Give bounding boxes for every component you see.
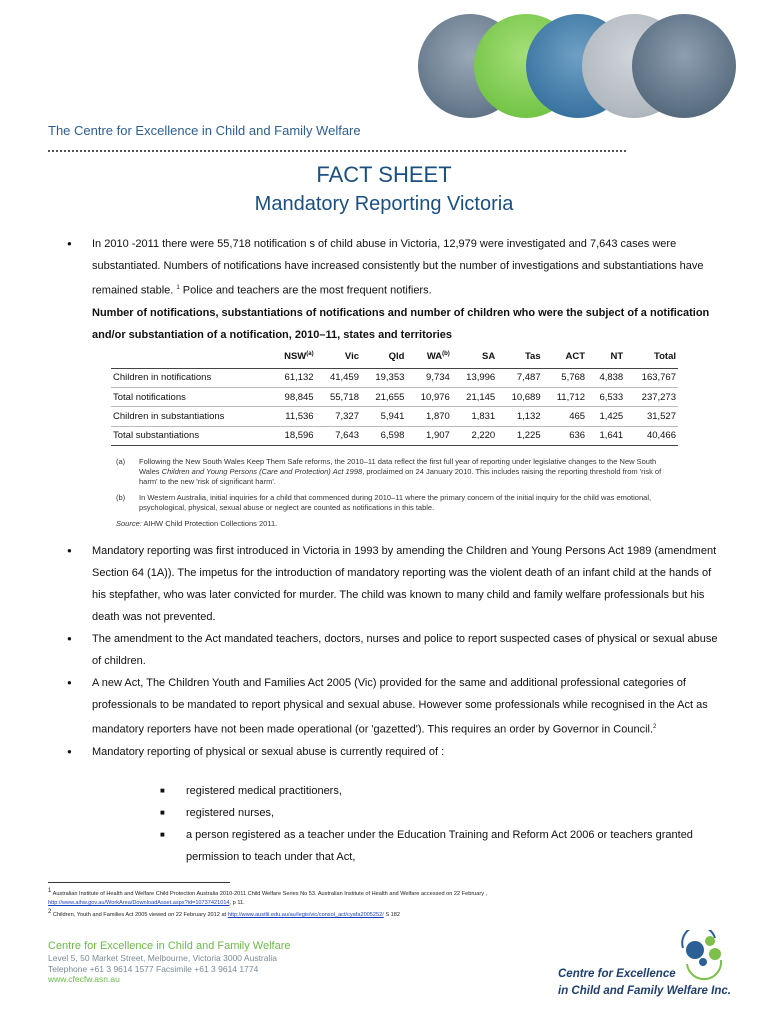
note-a [116, 457, 678, 487]
table-cell: 21,145 [452, 387, 497, 406]
org-header: The Centre for Excellence in Child and Family Welfare [48, 123, 361, 138]
table-cell: 10,689 [497, 387, 542, 406]
table-cell: 10,976 [406, 387, 451, 406]
table-cell: 636 [543, 426, 587, 445]
footnote-rule [48, 882, 230, 883]
table-row [111, 368, 678, 387]
table-header-row [111, 346, 678, 368]
table-cell: 61,132 [270, 368, 316, 387]
table-cell: 13,996 [452, 368, 497, 387]
mandated-professions-list [186, 780, 722, 868]
table-cell: 1,907 [406, 426, 451, 445]
bullet-notifications [92, 233, 724, 346]
row-label: Total substantiations [111, 426, 270, 445]
table-caption: Number of notifications, substantiations of notifications and number of children who were the subject of a notification and/or substantiation of a notification, 2010–11, states and territories [92, 306, 710, 341]
list-item: ■ a person registered as a teacher under the Education Training and Reform Act 2006 or teachers granted permission to teach under that Act, [186, 824, 722, 868]
circle-dark-slate [632, 14, 736, 118]
table-cell: 11,536 [270, 407, 316, 426]
row-label: Total notifications [111, 387, 270, 406]
footnote-2-link[interactable]: http://www.austlii.edu.au/au/legis/vic/consol_act/cyafa2005252/ [227, 911, 384, 918]
table-source: Source: AIHW Child Protection Collections 2011. [116, 519, 278, 528]
table-header-nsw: NSW$^{(a)}$ [270, 346, 316, 368]
table-cell: 5,768 [543, 368, 587, 387]
footnote-ref-2[interactable]: 2 [653, 724, 657, 730]
table-header-nt: NT [587, 346, 625, 368]
footnote-1-link[interactable]: http://www.aihw.gov.au/WorkArea/DownloadAsset.aspx?id=10737421014 [48, 899, 230, 906]
list-item: ■ registered nurses, [186, 802, 722, 824]
bullet-required-of: ● Mandatory reporting of physical or sexual abuse is currently required of : [92, 741, 724, 763]
table-header-act: ACT [543, 346, 587, 368]
notifications-table [111, 346, 678, 446]
table-cell: 237,273 [625, 387, 678, 406]
bullet-notifications-text: In 2010 -2011 there were 55,718 notification s of child abuse in Victoria, 12,979 were investigated and 7,643 cases were substantiated. Numbers of notifications have increased consistently but the number of investigations and substantiations have remained stable. [92, 238, 704, 297]
footnote-1: $^1$ Australian Institute of Health and Welfare Child Protection Australia 2010-2011 Child Welfare Series No 53. Australian Institute of Health and Welfare accessed on 22 February , http://www.aihw.gov.au/WorkArea/DownloadAsset.aspx?id=10737421014, p 11. [48, 888, 488, 906]
table-cell: 40,466 [625, 426, 678, 445]
footer-address: Level 5, 50 Market Street, Melbourne, Victoria 3000 Australia [48, 953, 277, 963]
intro-bullets [92, 233, 724, 346]
row-label: Children in notifications [111, 368, 270, 387]
table-cell: 163,767 [625, 368, 678, 387]
table-cell: 6,533 [587, 387, 625, 406]
footer-org-name: Centre for Excellence in Child and Family Welfare [48, 940, 291, 952]
table-cell: 1,425 [587, 407, 625, 426]
table-header-total: Total [625, 346, 678, 368]
table-header-sa: SA [452, 346, 497, 368]
bullet-history: ● Mandatory reporting was first introduced in Victoria in 1993 by amending the Children and Young Persons Act 1989 (amendment Section 64 (1A)). The impetus for the introduction of mandatory reporting was the violent death of an infant child at the hands of his stepfather, who was later convicted for murder. The child was known to many child and family welfare professionals but his death was not prevented. [92, 540, 724, 628]
table-cell: 41,459 [316, 368, 361, 387]
note-b-text: In Western Australia, initial inquiries for a child that commenced during 2010–11 where the primary concern of the initial inquiry for the child was emotional, psychological, physical, sexual abuse or neglect are counted as notifications in this table. [139, 493, 652, 512]
table-cell: 98,845 [270, 387, 316, 406]
table-cell: 55,718 [316, 387, 361, 406]
bullet-new-act-text: A new Act, The Children Youth and Families Act 2005 (Vic) provided for the same and additional professional categories of professionals to be mandated to report physical and sexual abuse. However some professionals while recognised in the Act as mandatory reporters have not been made operational (or 'gazetted'). This requires an order by Governor in Council. [92, 677, 708, 736]
page-subtitle: Mandatory Reporting Victoria [254, 193, 514, 215]
list-item: ■ registered medical practitioners, [186, 780, 722, 802]
table-cell: 6,598 [361, 426, 406, 445]
table-cell: 7,327 [316, 407, 361, 426]
table-cell: 31,527 [625, 407, 678, 426]
table-cell: 1,132 [497, 407, 542, 426]
table-notes [116, 457, 678, 529]
table-cell: 1,225 [497, 426, 542, 445]
table-cell: 7,487 [497, 368, 542, 387]
table-header-vic: Vic [316, 346, 361, 368]
footnote-ref-1[interactable]: 1 [176, 285, 180, 291]
header-circles-graphic [418, 14, 740, 120]
table-cell: 4,838 [587, 368, 625, 387]
table-cell: 11,712 [543, 387, 587, 406]
table-row [111, 426, 678, 445]
footnotes [48, 887, 708, 920]
footnote-2: $^2$ Children, Youth and Families Act 2005 viewed on 22 February 2012 at http://www.austlii.edu.au/au/legis/vic/consol_act/cyafa2005252/ S 182 [48, 908, 400, 918]
table-cell: 5,941 [361, 407, 406, 426]
footer-phone: Telephone +61 3 9614 1577 Facsimile +61 3 9614 1774 [48, 963, 259, 974]
table-cell: 7,643 [316, 426, 361, 445]
table-row [111, 407, 678, 426]
table-cell: 1,641 [587, 426, 625, 445]
bullet-notifications-tail: Police and teachers are the most frequent notifiers. [182, 284, 432, 297]
row-label: Children in substantiations [111, 407, 270, 426]
logo-wordmark: Centre for Excellence in Child and Family Welfare Inc. [558, 968, 731, 997]
table-cell: 19,353 [361, 368, 406, 387]
footer-website-link[interactable]: www.cfecfw.asn.au [48, 974, 120, 984]
table-cell: 18,596 [270, 426, 316, 445]
page-title: FACT SHEET [316, 162, 452, 187]
footer-contact [48, 939, 291, 985]
table-cell: 465 [543, 407, 587, 426]
note-b [116, 493, 678, 513]
bullet-new-act [92, 672, 724, 741]
table-cell: 9,734 [406, 368, 451, 387]
table-header-tas: Tas [497, 346, 542, 368]
table-header-qld: Qld [361, 346, 406, 368]
table-header-blank [111, 346, 270, 368]
note-a-marker: (a) [116, 457, 126, 466]
table-header-wa: WA$^{(b)}$ [406, 346, 451, 368]
table-cell: 21,655 [361, 387, 406, 406]
note-b-marker: (b) [116, 493, 126, 502]
table-cell: 1,831 [452, 407, 497, 426]
note-a-text: Following the New South Wales Keep Them Safe reforms, the 2010–11 data reflect the first full year of reporting under legislative changes to the New South Wales Children and Young Persons (Care and Protection) Act 1998, proclaimed on 24 January 2010. This includes raising the reporting threshold from 'risk of harm' to the new 'risk of significant harm'. [139, 457, 662, 486]
body-bullets [92, 540, 724, 763]
table-cell: 2,220 [452, 426, 497, 445]
table-cell: 1,870 [406, 407, 451, 426]
table-row [111, 387, 678, 406]
dotted-divider [48, 150, 626, 152]
bullet-amendment: ● The amendment to the Act mandated teachers, doctors, nurses and police to report suspected cases of physical or sexual abuse of children. [92, 628, 724, 672]
